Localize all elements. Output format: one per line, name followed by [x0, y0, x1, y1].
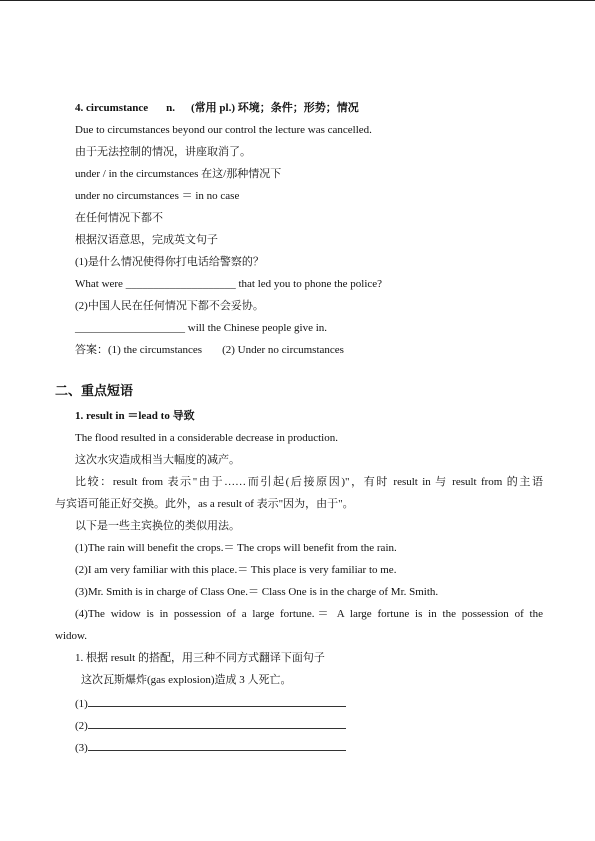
- usage-example-3: (3)Mr. Smith is in charge of Class One.＝ Class One is in the charge of Mr. Smith.: [75, 586, 439, 598]
- translation-label-2: (2): [75, 720, 88, 732]
- answer-label: 答案：: [75, 344, 108, 356]
- section-title: 二、重点短语: [55, 384, 134, 399]
- compare-note-line2: 与宾语可能正好交换。此外，as a result of 表示"因为，由于"。: [55, 498, 354, 510]
- example-sentence-zh: 由于无法控制的情况，讲座取消了。: [75, 146, 251, 158]
- task-instruction: 根据汉语意思，完成英文句子: [75, 234, 218, 246]
- answer-2: (2) Under no circumstances: [222, 344, 344, 356]
- answer-line: [75, 343, 344, 357]
- translation-label-1: (1): [75, 698, 88, 710]
- question-1-en: [75, 277, 382, 291]
- usage-example-4-line2: widow.: [55, 630, 87, 642]
- vocab-pos: n.: [166, 102, 175, 114]
- translation-blank-2[interactable]: [88, 717, 346, 729]
- usage-example-2: (2)I am very familiar with this place.＝ This place is very familiar to me.: [75, 564, 397, 576]
- phrase-example-zh: 这次水灾造成相当大幅度的减产。: [75, 454, 240, 466]
- vocab-definition: (常用 pl.) 环境；条件；形势；情况: [191, 102, 359, 114]
- phrase-under-no: under no circumstances ＝ in no case: [75, 190, 240, 202]
- question-2-zh: (2)中国人民在任何情况下都不会妥协。: [75, 300, 264, 312]
- question-2-en: [75, 321, 327, 335]
- answer-1: (1) the circumstances: [108, 344, 203, 356]
- vocab-word: 4. circumstance: [75, 102, 149, 114]
- exercise-instruction: 1. 根据 result 的搭配，用三种不同方式翻译下面句子: [75, 652, 325, 664]
- translation-label-3: (3): [75, 742, 88, 754]
- phrase-under-in: under / in the circumstances 在这/那种情况下: [75, 168, 282, 180]
- vocab-heading: [75, 101, 359, 115]
- translation-blank-3[interactable]: [88, 739, 346, 751]
- answer-blank[interactable]: ____________________: [75, 322, 185, 334]
- similar-usage-intro: 以下是一些主宾换位的类似用法。: [75, 520, 240, 532]
- example-sentence-en: Due to circumstances beyond our control the lecture was cancelled.: [75, 124, 372, 136]
- translation-line-2: [75, 717, 346, 733]
- question-2-suffix: will the Chinese people give in.: [185, 322, 328, 334]
- usage-example-4-line1: (4)The widow is in possession of a large fortune.＝ A large fortune is in the possession of the: [75, 608, 543, 620]
- usage-example-1: (1)The rain will benefit the crops.＝ The crops will benefit from the rain.: [75, 542, 397, 554]
- question-1-suffix: that led you to phone the police?: [235, 278, 383, 290]
- translation-line-1: [75, 695, 346, 711]
- translation-blank-1[interactable]: [88, 695, 346, 707]
- phrase-heading: 1. result in ＝lead to 导致: [75, 410, 195, 422]
- question-1-zh: (1)是什么情况使得你打电话给警察的？: [75, 256, 264, 268]
- top-border-line: [0, 0, 595, 1]
- answer-blank[interactable]: ____________________: [125, 278, 236, 290]
- translation-line-3: [75, 739, 346, 755]
- question-1-prefix: What were: [75, 278, 126, 290]
- compare-note-line1: 比较：result from 表示"由于……而引起(后接原因)"，有时 result in 与 result from 的主语: [75, 476, 543, 488]
- phrase-example-en: The flood resulted in a considerable decrease in production.: [75, 432, 338, 444]
- phrase-under-no-zh: 在任何情况下都不: [75, 212, 163, 224]
- exercise-sentence: 这次瓦斯爆炸(gas explosion)造成 3 人死亡。: [81, 674, 292, 686]
